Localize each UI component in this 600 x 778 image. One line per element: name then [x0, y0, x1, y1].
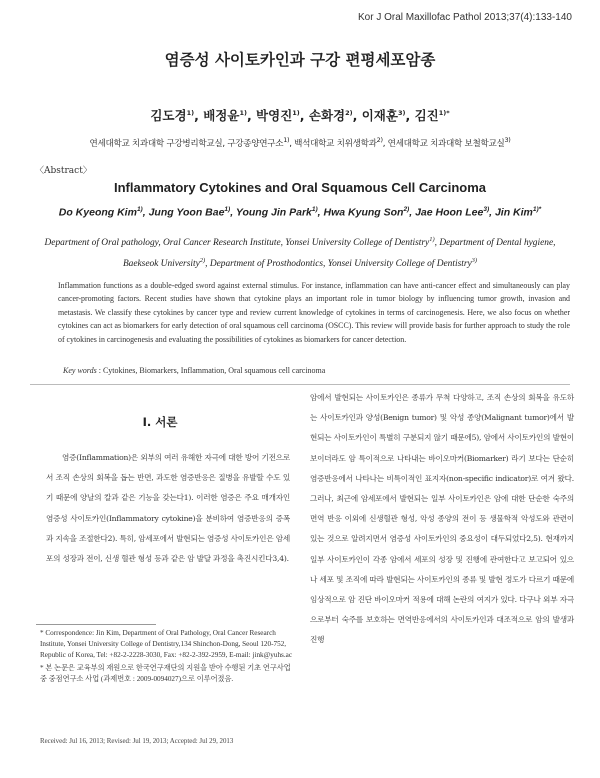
author: 김도경 [150, 108, 187, 123]
korean-title: 염증성 사이토카인과 구강 편평세포암종 [164, 51, 436, 69]
body-left-column: 염증(Inflammation)은 외부의 여러 유해한 자극에 대한 방어 기전으로서 조직 손상의 회복을 돕는 반면, 과도한 염증반응은 질병을 유발할 수도 있기 때문에 양날의 칼과 같은 기능을 갖는다1). 이러한 염증은 주요 매개자인 염증성 사이토카인(Inflammatory cytokine)을 분비하여 염증반응의 증폭과 지속을 조절한다2). 특히, 암세포에서 발현되는 염증성 사이토카인은 암세포의 성장과 전이, 신생 혈관 형성 등과 같은 암 발달 과정을 촉진시킨다3,4). [46, 453, 290, 564]
abstract-label: 〈Abstract〉 [35, 166, 92, 176]
author: 손화경 [308, 108, 346, 123]
author: 배정윤 [203, 108, 240, 123]
author: 박영진 [256, 108, 293, 123]
section-heading: Ⅰ. 서론 [142, 415, 178, 429]
author: Jung Yoon Bae [148, 206, 225, 219]
author: Jin Kim [494, 206, 533, 219]
affiliation: Department of Dental hygiene, Baekseok University [122, 238, 556, 270]
author-sup: 1) [136, 206, 143, 213]
author: Hwa Kyung Son [323, 206, 404, 219]
affiliation: 연세대학교 치과대학 구강병리학교실, 구강종양연구소 [89, 138, 284, 149]
keywords [63, 366, 563, 375]
author-sup: 2) [403, 206, 410, 213]
korean-affiliations: 연세대학교 치과대학 구강병리학교실, 구강종양연구소$^{1)}$, 백석대학교 치위생학과$^{2)}$, 연세대학교 치과대학 보철학교실$^{3)}$ [89, 136, 511, 149]
affiliation-sup: 3) [504, 136, 511, 144]
body-right-column: 암에서 발현되는 사이토카인은 종류가 무척 다양하고, 조직 손상의 회복을 유도하는 사이토카인과 양성(Benign tumor) 및 악성 종양(Malignant tumor)에서 발현되는 사이토카인이 특별히 구분되지 않기 때문에5), 암에서 사이토카인의 발현이 보이더라도 암 특이적으로 나타내는 바이오마커(Biomarker) 라기 보다는 단순히 염증반응에서 나타나는 비특이적인 표지자(non-specific indicator)로 여겨 왔다. 그러나, 최근에 암세포에서 발현되는 일부 사이토카인은 암에 대한 단순한 숙주의 면역 반응 이외에 신생혈관 형성, 악성 종양의 전이 등 생물학적 악성도와 관련이 있는 것으로 알려지면서 염증성 사이토카인의 중요성이 대두되었다2,5). 현재까지 일부 사이토카인이 각종 암에서 세포의 성장 및 진행에 관여한다고 보고되어 있으나 세포 및 조직에 따라 발현되는 사이토카인의 종류 및 발현 정도가 다르기 때문에 임상적으로 암 진단 바이오마커 적용에 대해 논란의 여지가 있다. 다구나 외부 자극으로부터 숙주를 보호하는 면역반응에서의 사이토카인과 대조적으로 암의 발생과 진행 [310, 393, 574, 645]
keywords-label: Key words [63, 366, 97, 375]
author-sup: 1) [186, 108, 195, 117]
footnotes [40, 628, 296, 688]
affiliation-sup: 1) [429, 236, 435, 243]
abstract-text: Inflammation functions as a double-edged sword against external stimulus. For instance, inflammation can have anti-cancer effect and simultaneously can play cancer-promoting factors. Recent studies have shown that cytokine plays an important role in tumor biology by influencing tumor growth, invasion and metastasis. We classify these cytokines by cancer type and review current knowledge of cytokines in terms of carcinogenesis. Here, we also focus on whether cytokines can act as biomarkers for early detection of oral squamous cell carcinoma (OSCC). This review will provide basis for further approach to study the role of cytokines in carcinogenesis and evaluating the possibilities of cytokines as biomarkers for cancer detection. [58, 281, 570, 344]
author-sup: 1)* [532, 206, 542, 213]
author: 김진 [414, 108, 439, 123]
affiliation: Department of Prosthodontics, Yonsei University College of Dentistry [209, 259, 472, 270]
author-sup: 1) [292, 108, 300, 117]
english-affiliations: Department of Oral pathology, Oral Cancer Research Institute, Yonsei University College of Dentistry$^{1)}$, Department of Dental hygiene, Baekseok University$^{2)}$, Department of Prosthodontics, Yonsei University College of Dentistry$^{3)}$ [44, 236, 556, 270]
journal-header: Kor J Oral Maxillofac Pathol 2013;37(4):133-140 [357, 12, 572, 23]
affiliation-sup: 2) [376, 136, 383, 144]
keywords-separator: : [96, 366, 103, 375]
affiliation: 백석대학교 치위생학과 [294, 138, 377, 149]
correspondence-note: * Correspondence: Jin Kim, Department of Oral Pathology, Oral Cancer Research Institute, Yonsei University College of Dentistry,134 Shinchon-Dong, Seoul 120-752, Republic of Korea, Tel: +82-2-2228-3030, Fax: +82-2-392-2959, E-mail: jink@yuhs.ac [40, 629, 293, 659]
author-sup: 3) [483, 206, 490, 213]
author-sup: 2) [345, 108, 353, 117]
affiliation-sup: 2) [199, 257, 206, 265]
received-dates: Received: Jul 16, 2013; Revised: Jul 19, 2013; Accepted: Jul 29, 2013 [40, 738, 234, 745]
author: Young Jin Park [235, 206, 312, 219]
author-sup: 1) [239, 108, 247, 117]
author-sup: 1) [224, 206, 231, 213]
author: 이재훈 [361, 108, 398, 123]
author: Do Kyeong Kim [58, 206, 137, 219]
funding-note: * 본 논문은 교육부의 재원으로 한국연구재단의 지원을 받아 수행된 기초 연구사업 중 중점연구소 사업 (과제번호 : 2009-0094027)으로 이루어졌음. [40, 664, 291, 684]
affiliation-sup: 3) [471, 257, 478, 265]
english-title: Inflammatory Cytokines and Oral Squamous Cell Carcinoma [113, 180, 487, 195]
affiliation: Department of Oral pathology, Oral Cancer Research Institute, Yonsei University College of Dentistry [44, 238, 430, 249]
korean-authors: 김도경$^{1)}$, 배정윤$^{1)}$, 박영진$^{1)}$, 손화경$^{2)}$, 이재훈$^{3)}$, 김진$^{1)*}$ [150, 108, 450, 123]
affiliation: 연세대학교 치과대학 보철학교실 [387, 138, 505, 149]
author-sup: 3) [397, 108, 406, 117]
author-sup: 1) [311, 206, 318, 213]
author: Jae Hoon Lee [415, 206, 484, 219]
affiliation-sup: 1) [283, 136, 290, 144]
keywords-text: Cytokines, Biomarkers, Inflammation, Oral squamous cell carcinoma [102, 366, 326, 375]
abstract-divider [30, 384, 570, 385]
footnote-rule [36, 624, 156, 625]
author-sup: 1)* [438, 108, 450, 117]
english-authors: Do Kyeong Kim$^{1)}$, Jung Yoon Bae$^{1)}$, Young Jin Park$^{1)}$, Hwa Kyung Son$^{2)}$, Jae Hoon Lee$^{3)}$, Jin Kim$^{1)*}$ [58, 206, 542, 219]
